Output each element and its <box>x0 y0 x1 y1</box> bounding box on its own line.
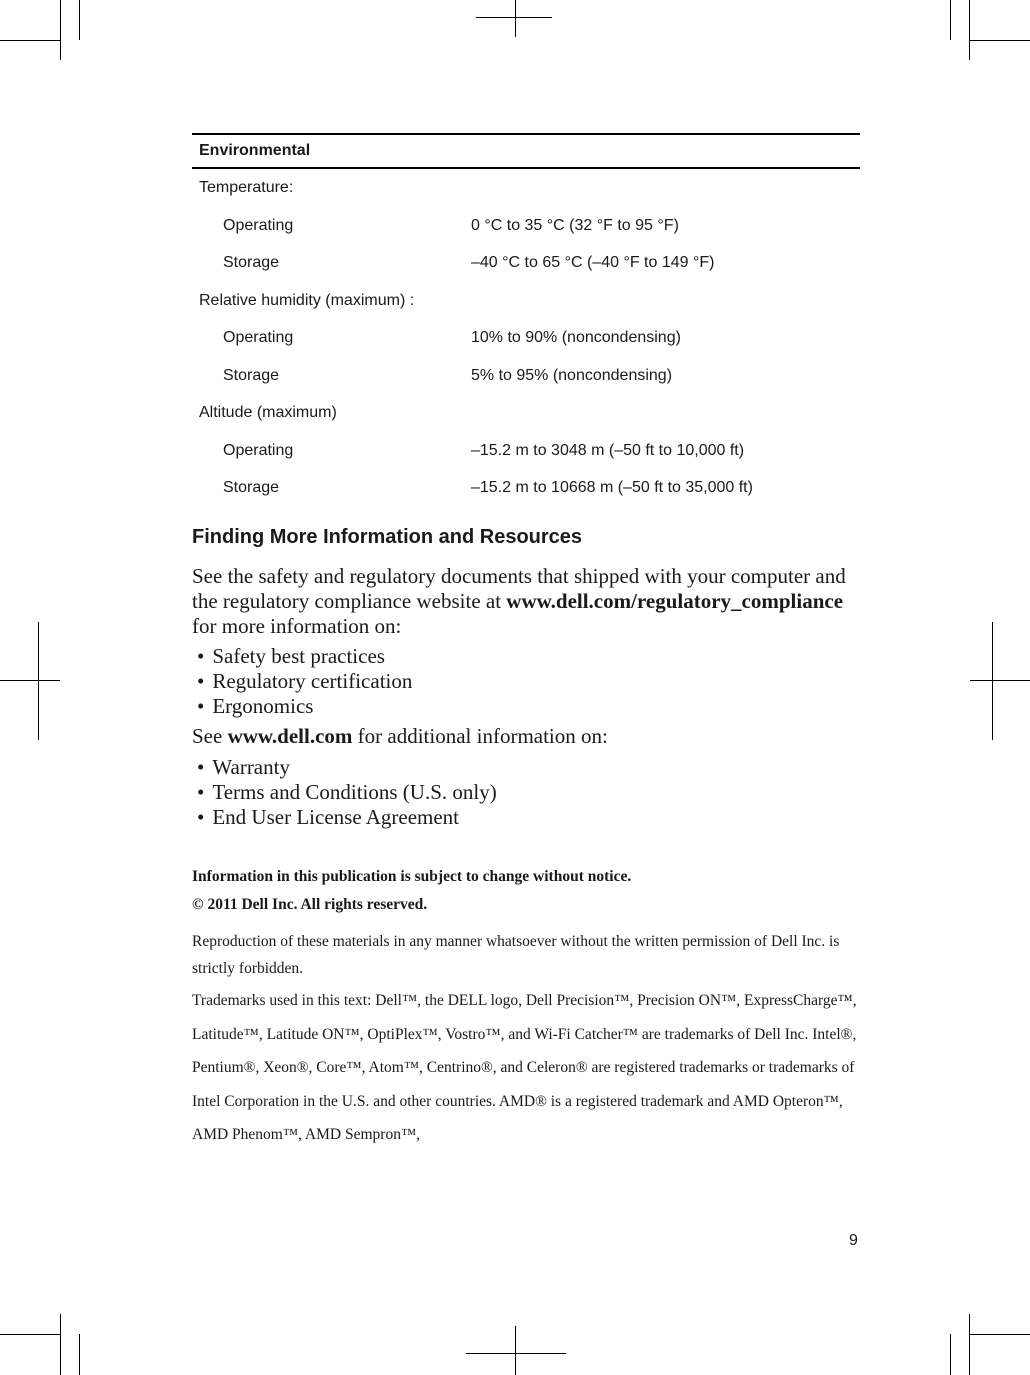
row-label: Storage <box>223 479 280 496</box>
row-label: Temperature: <box>199 179 294 196</box>
list-item: • Warranty <box>197 755 497 780</box>
page-number: 9 <box>849 1232 858 1249</box>
row-value: –15.2 m to 3048 m (–50 ft to 10,000 ft) <box>471 441 745 459</box>
intro-text: See the safety and regulatory documents that shipped with your computer and the regulatory compliance website at <box>192 564 846 613</box>
reproduction-notice: Reproduction of these materials in any manner whatsoever without the written permission of Dell Inc. is strictly forbidden. <box>192 933 840 977</box>
row-label: Operating <box>223 329 294 346</box>
additional-list <box>197 755 497 830</box>
row-label: Operating <box>223 216 294 234</box>
row-label: Relative humidity (maximum) : <box>199 291 415 309</box>
list-item: • Safety best practices <box>197 644 412 669</box>
table-row <box>192 319 860 357</box>
list-item: • Ergonomics <box>197 694 412 719</box>
table-row <box>192 282 860 320</box>
environmental-header: Environmental <box>192 133 860 169</box>
info-list <box>197 644 412 719</box>
row-label: Altitude (maximum) <box>199 404 337 421</box>
trademarks-text: Trademarks used in this text: Dell™, the DELL logo, Dell Precision™, Precision ON™, ExpressCharge™, Latitude™, Latitude ON™, OptiPlex™, Vostro™, and Wi-Fi Catcher™ are trademarks of Dell Inc. Intel®, Pentium®, Xeon®, Core™, Atom™, Centrino®, and Celeron® are registered trademarks or trademarks of Intel Corporation in the U.S. and other countries. AMD® is a registered trademark and AMD Opteron™, AMD Phenom™, AMD Sempron™, <box>192 992 857 1143</box>
additional-info <box>192 724 852 749</box>
row-value: 10% to 90% (noncondensing) <box>471 329 681 346</box>
table-row <box>192 244 860 282</box>
row-label: Storage <box>223 366 280 384</box>
table-row <box>192 169 860 207</box>
row-label: Storage <box>223 254 280 271</box>
dell-link[interactable]: www.dell.com <box>227 724 353 748</box>
see-suffix: for additional information on: <box>352 724 608 748</box>
resources-intro <box>192 564 852 639</box>
row-value: 0 °C to 35 °C (32 °F to 95 °F) <box>471 216 679 234</box>
copyright: © 2011 Dell Inc. All rights reserved. <box>192 896 428 913</box>
table-row <box>192 207 860 245</box>
row-value: –15.2 m to 10668 m (–50 ft to 35,000 ft) <box>471 479 753 496</box>
intro-suffix: for more information on: <box>192 614 402 638</box>
see-text: See <box>192 724 228 748</box>
table-row <box>192 432 860 470</box>
list-item: • End User License Agreement <box>197 805 497 830</box>
list-item: • Terms and Conditions (U.S. only) <box>197 780 497 805</box>
list-item: • Regulatory certification <box>197 669 412 694</box>
change-notice: Information in this publication is subject to change without notice. <box>192 868 632 885</box>
row-value: 5% to 95% (noncondensing) <box>471 366 673 384</box>
section-title: Finding More Information and Resources <box>192 526 583 548</box>
row-label: Operating <box>223 441 294 459</box>
table-row <box>192 469 860 507</box>
table-row <box>192 394 860 432</box>
regulatory-compliance-link[interactable]: www.dell.com/regulatory_compliance <box>506 589 844 613</box>
row-value: –40 °C to 65 °C (–40 °F to 149 °F) <box>471 254 715 271</box>
table-row <box>192 357 860 395</box>
environmental-table <box>192 133 860 507</box>
